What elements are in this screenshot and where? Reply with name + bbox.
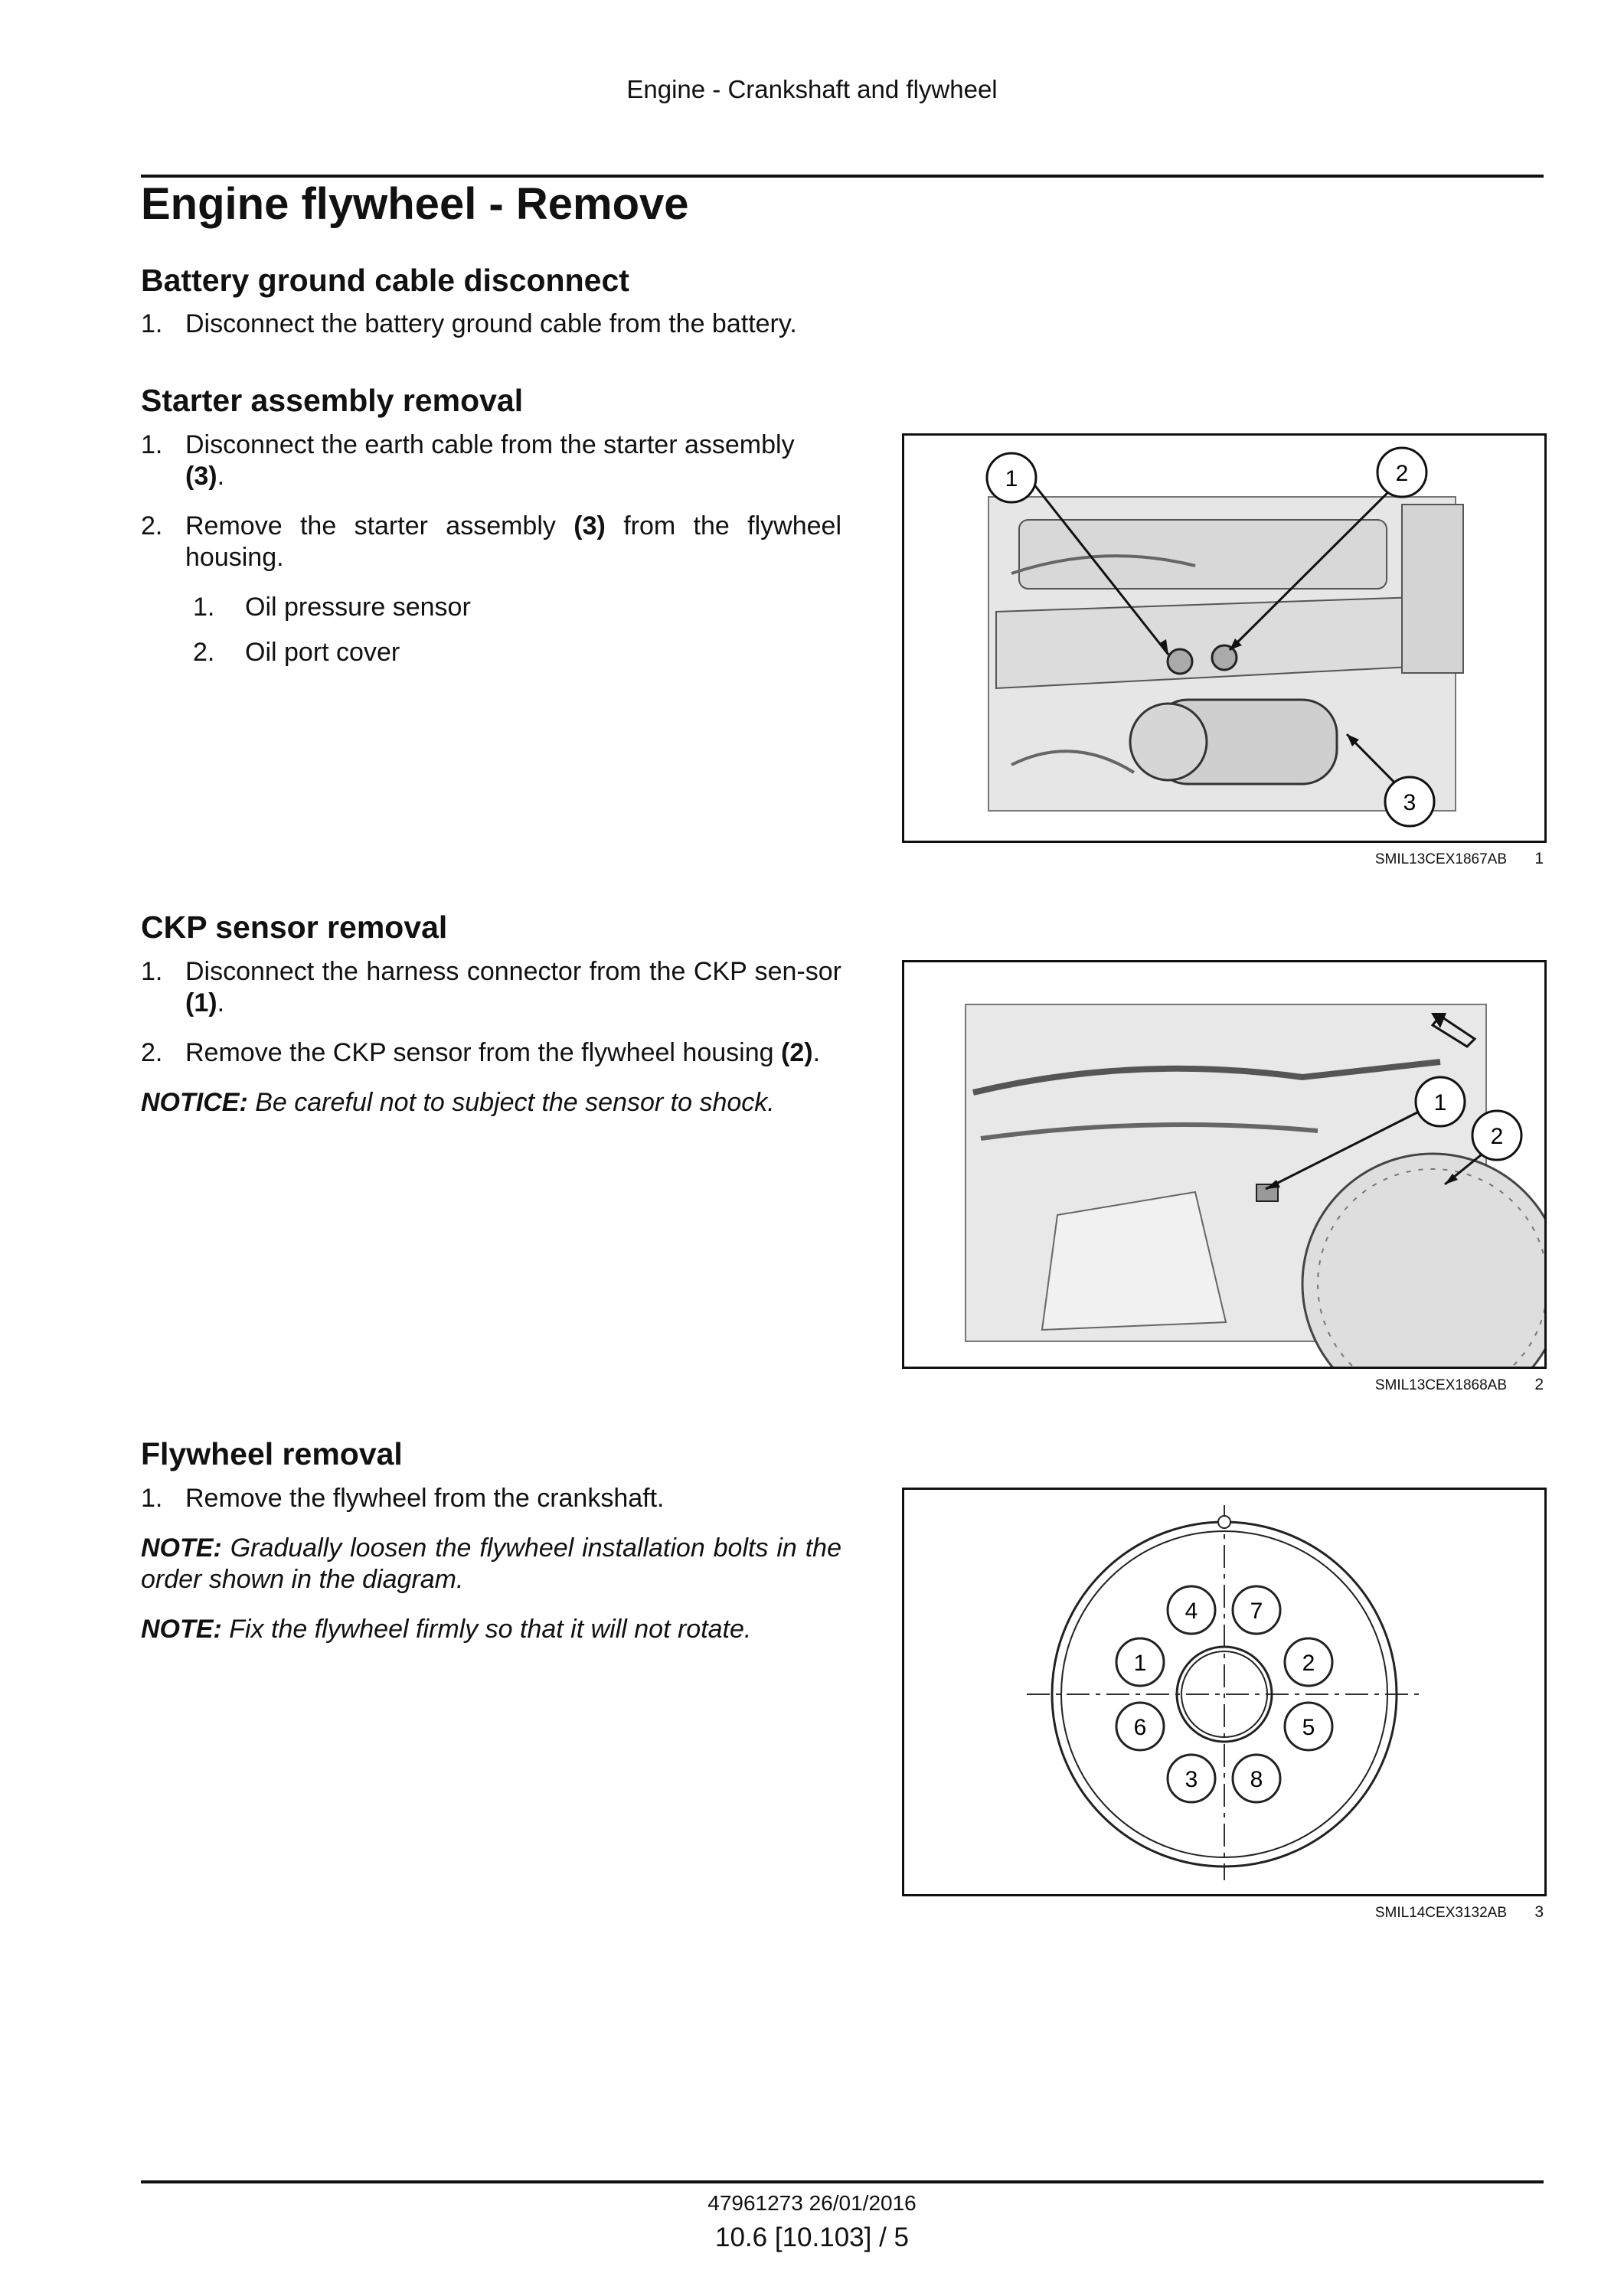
figure-2-caption [902, 1376, 1544, 1394]
battery-steps [141, 309, 841, 358]
bolt-label: 6 [1133, 1715, 1147, 1740]
footer-doc-number: 47961273 26/01/2016 [707, 2191, 917, 2215]
starter-steps [141, 429, 841, 682]
page-title: Engine flywheel - Remove [141, 179, 689, 229]
note-2: NOTE: Fix the flywheel firmly so that it will not rotate. [141, 1615, 752, 1644]
bolt-label: 1 [1133, 1651, 1147, 1676]
footer-page-reference: 10.6 [10.103] / 5 [715, 2223, 909, 2252]
ref-label: (3) [573, 511, 606, 541]
running-header: Engine - Crankshaft and flywheel [626, 75, 998, 103]
figure-3-bolt-order-diagram [902, 1488, 1547, 1896]
figure-1-caption [902, 850, 1544, 868]
figure-code: SMIL13CEX1867AB [1374, 851, 1507, 867]
bolt-label: 7 [1250, 1599, 1263, 1624]
callout-1: 1 [1433, 1090, 1447, 1115]
callout-1: 1 [1005, 466, 1018, 492]
bolt-label: 5 [1302, 1715, 1315, 1740]
figure-3-caption [902, 1903, 1544, 1922]
callout-2: 2 [1395, 461, 1409, 486]
ckp-step-2: 2. Remove the CKP sensor from the flywheel housing (2). [141, 1038, 821, 1067]
flywheel-steps [141, 1483, 841, 1664]
header-rule [141, 175, 1544, 178]
figure-code: SMIL14CEX3132AB [1374, 1905, 1507, 1921]
flywheel-step-1: 1. Remove the flywheel from the crankshaft. [141, 1484, 665, 1513]
ref-label: (2) [781, 1038, 813, 1067]
ckp-steps [141, 956, 841, 1137]
notice: NOTICE: Be careful not to subject the sensor to shock. [141, 1088, 775, 1117]
bolt-label: 2 [1302, 1651, 1315, 1676]
legend-item-2: 2. Oil port cover [193, 638, 400, 667]
legend-item-1: 1. Oil pressure sensor [193, 593, 471, 622]
figure-2-ckp-illustration [902, 960, 1547, 1369]
figure-number: 2 [1534, 1376, 1544, 1393]
ref-label: (3) [185, 462, 217, 491]
bolt-label: 4 [1185, 1599, 1198, 1624]
section-heading-starter: Starter assembly removal [141, 383, 524, 418]
figure-number: 3 [1534, 1903, 1544, 1921]
figure-code: SMIL13CEX1868AB [1374, 1377, 1507, 1393]
section-heading-flywheel: Flywheel removal [141, 1436, 403, 1471]
footer-rule [141, 2180, 1544, 2183]
ref-label: (1) [185, 988, 217, 1017]
bolt-label: 8 [1250, 1767, 1263, 1792]
callout-3: 3 [1403, 790, 1417, 815]
note-1: NOTE: Gradually loosen the flywheel installation bolts in the order shown in the diagram. [141, 1533, 841, 1594]
callout-2: 2 [1490, 1124, 1504, 1149]
figure-number: 1 [1534, 850, 1544, 867]
starter-step-1: 1. Disconnect the earth cable from the starter assembly (3). [141, 430, 795, 491]
figure-1-starter-illustration [902, 433, 1547, 843]
section-heading-ckp: CKP sensor removal [141, 910, 448, 945]
battery-step-1: 1. Disconnect the battery ground cable from the battery. [141, 309, 797, 338]
bolt-label: 3 [1185, 1767, 1198, 1792]
starter-step-2: 2. Remove the starter assembly (3) from the flywheel housing. [141, 511, 841, 572]
section-heading-battery: Battery ground cable disconnect [141, 263, 629, 298]
ckp-step-1: 1. Disconnect the harness connector from the CKP sen-sor (1). [141, 957, 841, 1017]
